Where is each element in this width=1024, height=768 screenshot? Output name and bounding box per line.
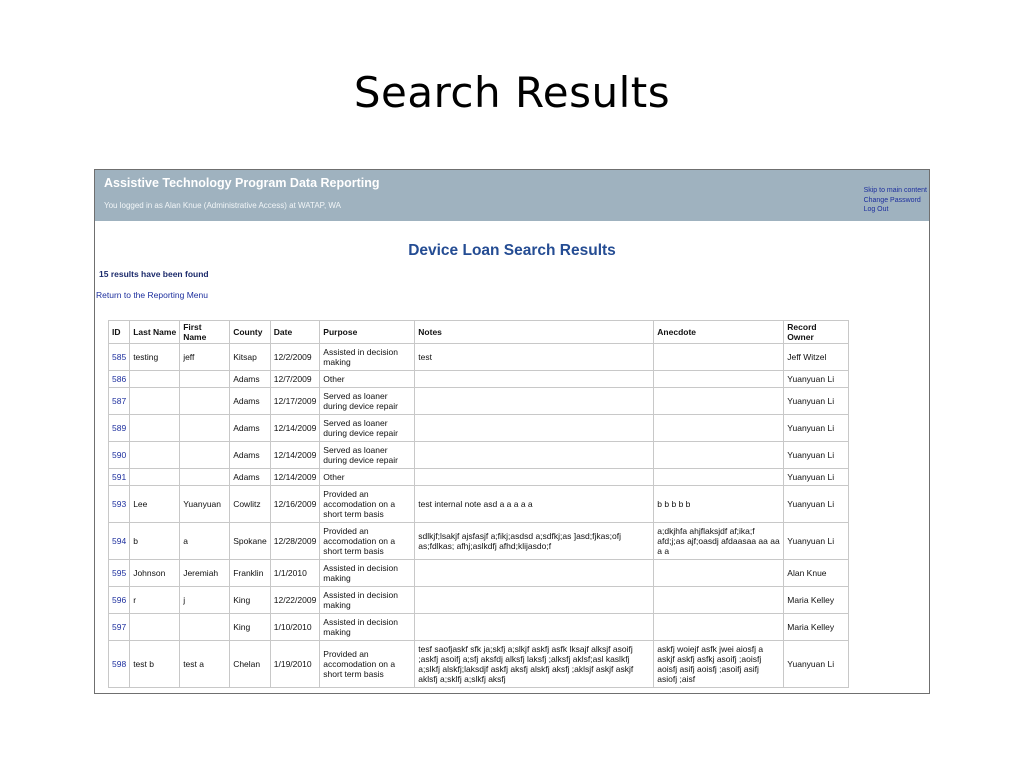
login-info: You logged in as Alan Knue (Administrative Access) at WATAP, WA <box>104 201 342 210</box>
county-cell: Adams <box>230 469 271 486</box>
record-owner-cell: Yuanyuan Li <box>784 371 849 388</box>
county-cell: Cowlitz <box>230 486 271 523</box>
table-row <box>109 614 849 641</box>
purpose-cell: Assisted in decision making <box>320 560 415 587</box>
last-name-cell <box>130 415 180 442</box>
id-cell <box>109 614 130 641</box>
col-header-notes[interactable]: Notes <box>415 321 654 344</box>
app-title: Assistive Technology Program Data Reporting <box>104 176 380 190</box>
county-cell: King <box>230 587 271 614</box>
table-row <box>109 641 849 688</box>
notes-cell <box>415 560 654 587</box>
table-row <box>109 344 849 371</box>
last-name-cell <box>130 614 180 641</box>
record-id-link[interactable]: 596 <box>112 595 127 605</box>
last-name-cell <box>130 371 180 388</box>
county-cell: Adams <box>230 415 271 442</box>
notes-cell <box>415 371 654 388</box>
table-row <box>109 388 849 415</box>
col-header-purpose[interactable]: Purpose <box>320 321 415 344</box>
page-title: Device Loan Search Results <box>408 242 616 259</box>
purpose-cell: Other <box>320 469 415 486</box>
last-name-cell: r <box>130 587 180 614</box>
first-name-cell <box>180 442 230 469</box>
county-cell: Adams <box>230 371 271 388</box>
id-cell <box>109 469 130 486</box>
purpose-cell: Assisted in decision making <box>320 587 415 614</box>
county-cell: Franklin <box>230 560 271 587</box>
table-header-row <box>109 321 849 344</box>
county-cell: King <box>230 614 271 641</box>
record-id-link[interactable]: 591 <box>112 472 127 482</box>
slide-title: Search Results <box>353 68 671 117</box>
record-id-link[interactable]: 590 <box>112 450 127 460</box>
anecdote-cell: askfj woiejf asfk jwei aiosfj a askjf askfj asfkj asoifj ;aoisfj aoisfj asifj aoisfj ;asoifj asifj asiofj ;aisf <box>654 641 784 688</box>
anecdote-cell <box>654 560 784 587</box>
anecdote-cell <box>654 344 784 371</box>
purpose-cell: Other <box>320 371 415 388</box>
col-header-county[interactable]: County <box>230 321 271 344</box>
browser-window <box>94 169 930 694</box>
table-row <box>109 371 849 388</box>
date-cell: 12/14/2009 <box>270 469 320 486</box>
date-cell: 12/17/2009 <box>270 388 320 415</box>
purpose-cell: Assisted in decision making <box>320 344 415 371</box>
col-header-first-name[interactable]: First Name <box>180 321 230 344</box>
anecdote-cell <box>654 469 784 486</box>
id-cell <box>109 587 130 614</box>
col-header-record-owner[interactable]: Record Owner <box>784 321 849 344</box>
last-name-cell <box>130 469 180 486</box>
last-name-cell <box>130 442 180 469</box>
county-cell: Kitsap <box>230 344 271 371</box>
header-links <box>864 186 927 215</box>
last-name-cell <box>130 388 180 415</box>
table-row <box>109 469 849 486</box>
id-cell <box>109 371 130 388</box>
record-owner-cell: Yuanyuan Li <box>784 415 849 442</box>
last-name-cell: testing <box>130 344 180 371</box>
record-owner-cell: Alan Knue <box>784 560 849 587</box>
purpose-cell: Provided an accomodation on a short term basis <box>320 641 415 688</box>
anecdote-cell <box>654 587 784 614</box>
results-table <box>108 320 849 688</box>
record-owner-cell: Jeff Witzel <box>784 344 849 371</box>
notes-cell <box>415 614 654 641</box>
date-cell: 12/2/2009 <box>270 344 320 371</box>
notes-cell: test internal note asd a a a a a <box>415 486 654 523</box>
id-cell <box>109 344 130 371</box>
purpose-cell: Served as loaner during device repair <box>320 415 415 442</box>
county-cell: Adams <box>230 442 271 469</box>
purpose-cell: Served as loaner during device repair <box>320 442 415 469</box>
col-header-date[interactable]: Date <box>270 321 320 344</box>
table-row <box>109 523 849 560</box>
record-id-link[interactable]: 595 <box>112 568 127 578</box>
last-name-cell: test b <box>130 641 180 688</box>
col-header-last-name[interactable]: Last Name <box>130 321 180 344</box>
record-id-link[interactable]: 586 <box>112 374 127 384</box>
county-cell: Adams <box>230 388 271 415</box>
date-cell: 1/19/2010 <box>270 641 320 688</box>
table-row <box>109 587 849 614</box>
record-owner-cell: Yuanyuan Li <box>784 442 849 469</box>
last-name-cell: Lee <box>130 486 180 523</box>
anecdote-cell <box>654 388 784 415</box>
anecdote-cell: b b b b b <box>654 486 784 523</box>
notes-cell: tesf saofjaskf sfk ja;skfj a;slkjf askfj asfk lksajf alksjf asoifj ;askfj asoifj a;sfj aksfdj alksfj laksfj ;alksfj aklsf;asl kaslkfj a;slkfj alskfj;laksdjf askfj aksfj alskfj aksfj ;aklsjf askjf askjf aklsfj a;sklfj a;slkfj aksfj <box>415 641 654 688</box>
record-id-link[interactable]: 585 <box>112 352 127 362</box>
anecdote-cell: a;dkjhfa ahjflaksjdf af;ika;f afd;j;as ajf;oasdj afdaasaa aa aa a a <box>654 523 784 560</box>
county-cell: Spokane <box>230 523 271 560</box>
purpose-cell: Served as loaner during device repair <box>320 388 415 415</box>
return-to-menu-link[interactable]: Return to the Reporting Menu <box>96 290 208 300</box>
record-id-link[interactable]: 589 <box>112 423 127 433</box>
anecdote-cell <box>654 415 784 442</box>
date-cell: 1/1/2010 <box>270 560 320 587</box>
notes-cell: sdlkjf;lsakjf ajsfasjf a;fikj;asdsd a;sdfkj;as ]asd;fjkas;ofj as;fdlkas; afhj;aslkdfj afhd;klijasdo;f <box>415 523 654 560</box>
notes-cell <box>415 415 654 442</box>
record-owner-cell: Yuanyuan Li <box>784 523 849 560</box>
table-row <box>109 560 849 587</box>
notes-cell <box>415 388 654 415</box>
county-cell: Chelan <box>230 641 271 688</box>
id-cell <box>109 442 130 469</box>
id-cell <box>109 560 130 587</box>
col-header-id[interactable]: ID <box>109 321 130 344</box>
notes-cell <box>415 469 654 486</box>
notes-cell <box>415 442 654 469</box>
id-cell <box>109 523 130 560</box>
app-header <box>95 170 929 221</box>
first-name-cell: test a <box>180 641 230 688</box>
anecdote-cell <box>654 371 784 388</box>
record-id-link[interactable]: 597 <box>112 622 127 632</box>
record-id-link[interactable]: 594 <box>112 536 127 546</box>
date-cell: 12/14/2009 <box>270 442 320 469</box>
record-id-link[interactable]: 587 <box>112 396 127 406</box>
date-cell: 12/7/2009 <box>270 371 320 388</box>
id-cell <box>109 641 130 688</box>
first-name-cell: a <box>180 523 230 560</box>
date-cell: 12/22/2009 <box>270 587 320 614</box>
col-header-anecdote[interactable]: Anecdote <box>654 321 784 344</box>
purpose-cell: Assisted in decision making <box>320 614 415 641</box>
first-name-cell: j <box>180 587 230 614</box>
table-row <box>109 442 849 469</box>
table-row <box>109 415 849 442</box>
id-cell <box>109 415 130 442</box>
date-cell: 1/10/2010 <box>270 614 320 641</box>
table-row <box>109 486 849 523</box>
first-name-cell <box>180 614 230 641</box>
record-owner-cell: Maria Kelley <box>784 614 849 641</box>
first-name-cell <box>180 371 230 388</box>
results-count: 15 results have been found <box>99 269 209 279</box>
first-name-cell: jeff <box>180 344 230 371</box>
record-id-link[interactable]: 598 <box>112 659 127 669</box>
purpose-cell: Provided an accomodation on a short term basis <box>320 486 415 523</box>
skip-to-main-link[interactable]: Skip to main content <box>863 187 927 194</box>
date-cell: 12/28/2009 <box>270 523 320 560</box>
first-name-cell <box>180 469 230 486</box>
record-owner-cell: Yuanyuan Li <box>784 641 849 688</box>
anecdote-cell <box>654 614 784 641</box>
first-name-cell <box>180 415 230 442</box>
last-name-cell: b <box>130 523 180 560</box>
first-name-cell: Jeremiah <box>180 560 230 587</box>
record-owner-cell: Yuanyuan Li <box>784 486 849 523</box>
record-owner-cell: Yuanyuan Li <box>784 469 849 486</box>
date-cell: 12/16/2009 <box>270 486 320 523</box>
record-owner-cell: Maria Kelley <box>784 587 849 614</box>
id-cell <box>109 388 130 415</box>
purpose-cell: Provided an accomodation on a short term basis <box>320 523 415 560</box>
first-name-cell <box>180 388 230 415</box>
record-owner-cell: Yuanyuan Li <box>784 388 849 415</box>
id-cell <box>109 486 130 523</box>
logout-link[interactable]: Log Out <box>863 206 889 213</box>
first-name-cell: Yuanyuan <box>180 486 230 523</box>
notes-cell <box>415 587 654 614</box>
date-cell: 12/14/2009 <box>270 415 320 442</box>
anecdote-cell <box>654 442 784 469</box>
last-name-cell: Johnson <box>130 560 180 587</box>
notes-cell: test <box>415 344 654 371</box>
change-password-link[interactable]: Change Password <box>863 196 921 204</box>
record-id-link[interactable]: 593 <box>112 499 127 509</box>
